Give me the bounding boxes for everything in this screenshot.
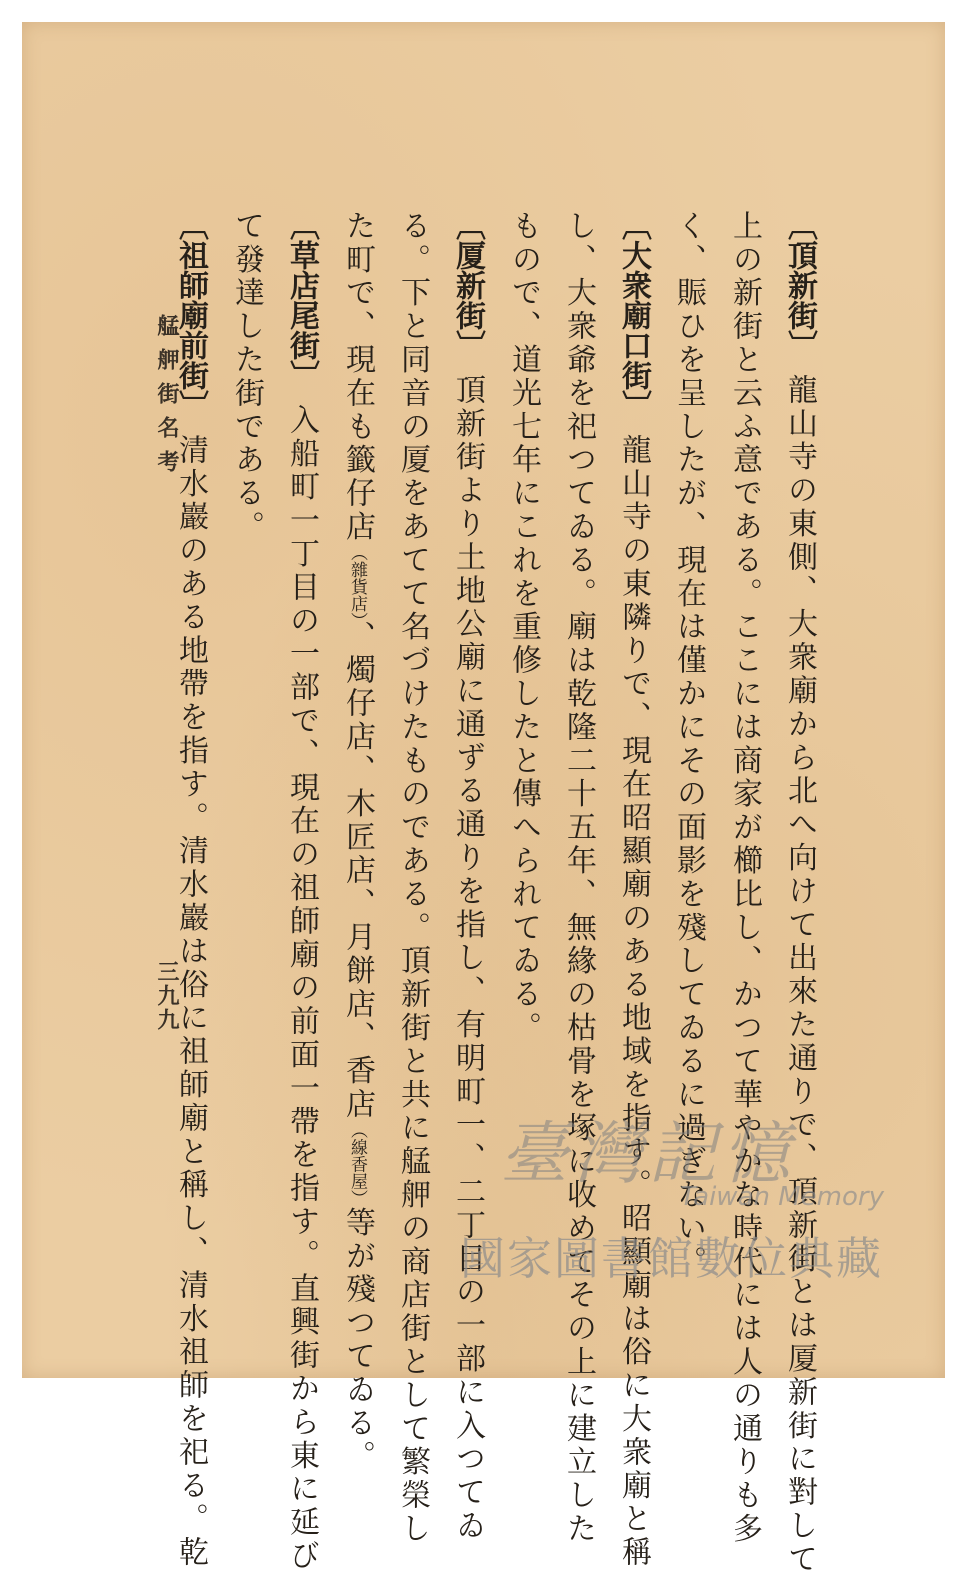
entry-text: 、燭仔店、木匠店、月餅店、香店	[340, 620, 375, 1122]
watermark-english: Taiwan Memory	[680, 1182, 884, 1212]
entry-text: 清水巖のある地帶を指す。清水巖は俗に祖師廟と稱し、清水祖師を祀る。乾	[173, 434, 208, 1570]
entry-heading: 〔頂新街〕	[782, 210, 817, 360]
page-number: 三九九	[154, 960, 180, 1032]
entry-text: る。下と同音の厦をあてて名づけたものである。頂新街と共に艋舺の商店街として繁榮し	[395, 210, 430, 1546]
text-column-11	[229, 210, 264, 544]
entry-text: た町で、現在も籤仔店	[340, 210, 375, 544]
text-column-5	[561, 210, 596, 1546]
entry-text: 龍山寺の東隣りで、現在昭顯廟のある地域を指す。昭顯廟は俗に大衆廟と稱	[616, 434, 651, 1570]
entry-text: く、賑ひを呈したが、現在は僅かにその面影を殘してゐるに過ぎない。	[671, 210, 706, 1279]
inline-note: （線香屋）	[347, 1121, 367, 1207]
entry-heading: 〔厦新街〕	[450, 210, 485, 360]
entry-text: 上の新街と云ふ意である。ここには商家が櫛比し、かつて華やかな時代には人の通りも多	[727, 210, 762, 1546]
watermark-institution: 國家圖書館數位典藏	[460, 1232, 884, 1285]
inline-note: （雜貨店）	[347, 544, 367, 621]
entry-heading: 〔大衆廟口街〕	[616, 210, 651, 420]
text-column-2	[727, 210, 762, 1546]
watermark-logo: 臺灣記憶	[500, 1115, 797, 1194]
entry-text: 龍山寺の東側、大衆廟から北へ向けて出來た通りで、頂新街とは厦新街に對して	[782, 374, 817, 1576]
text-column-1	[782, 210, 817, 1576]
text-column-4	[616, 210, 651, 1570]
entry-text: て發達した街である。	[229, 210, 264, 544]
text-column-10	[284, 210, 319, 1573]
running-head: 艋舺街名考	[154, 314, 180, 484]
entry-text: 等が殘つてゐる。	[340, 1206, 375, 1474]
text-column-8	[395, 210, 430, 1546]
entry-text: 頂新街より土地公廟に通ずる通りを指し、有明町一、二丁目の一部に入つてゐ	[450, 374, 485, 1543]
entry-heading: 〔祖師廟前街〕	[173, 210, 208, 420]
text-column-6	[506, 210, 541, 1045]
text-column-9	[340, 210, 375, 1474]
entry-text: もので、道光七年にこれを重修したと傳へられてゐる。	[506, 210, 541, 1045]
library-watermark	[460, 1090, 930, 1295]
text-column-7	[450, 210, 485, 1543]
entry-text: 入船町一丁目の一部で、現在の祖師廟の前面一帶を指す。直興街から東に延び	[284, 404, 319, 1573]
entry-heading: 〔草店尾街〕	[284, 210, 319, 390]
entry-text: し、大衆爺を祀つてゐる。廟は乾隆二十五年、無緣の枯骨を塚に收めてその上に建立した	[561, 210, 596, 1546]
